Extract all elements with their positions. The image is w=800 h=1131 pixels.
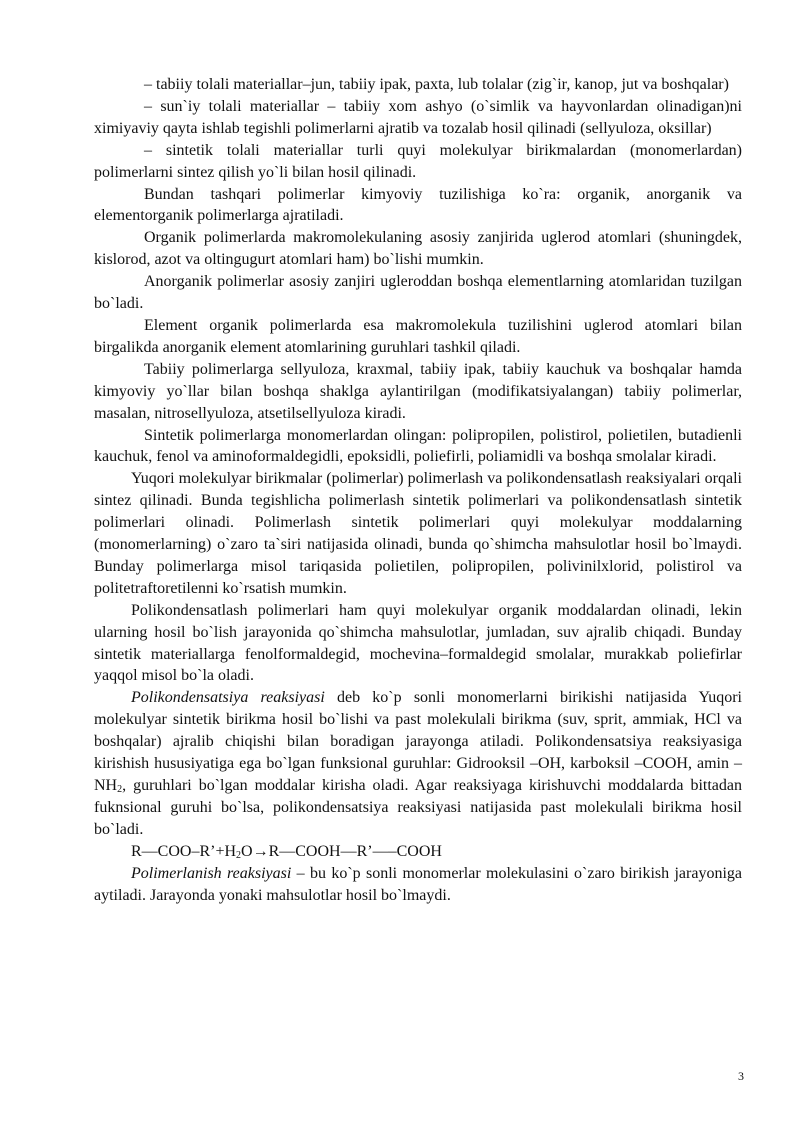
paragraph-natural-polymers: Tabiiy polimerlarga sellyuloza, kraxmal, tabiiy ipak, tabiiy kauchuk va boshqalar hamda kimyoviy yo`llar bilan boshqa shaklga aylantirilgan (modifikatsiyalangan) tabiiy polimerlar, masalan, nitrosellyuloza, atsetilsellyuloza kiradi. [94, 360, 742, 422]
term-polycondensation: Polikondensatsiya reaksiyasi [131, 689, 325, 707]
term-polymerization: Polimerlanish reaksiyasi [131, 864, 292, 882]
paragraph-elementorganic-polymers: Element organik polimerlarda esa makromolekula tuzilishini uglerod atomlari bilan birgalikda anorganik element atomlarining guruhlari tashkil qiladi. [94, 316, 742, 356]
paragraph-inorganic-polymers: Anorganik polimerlar asosiy zanjiri ugleroddan boshqa elementlarning atomlaridan tuzilgan bo`ladi. [94, 273, 742, 313]
paragraph-artificial-fibers: – sun`iy tolali materiallar – tabiiy xom ashyo (o`simlik va hayvonlardan olinadigan)ni ximiyaviy qayta ishlab tegishli polimerlarni ajratib va tozalab hosil qilinadi (sellyuloza, oksillar) [94, 97, 742, 137]
paragraph-text: deb ko`p sonli monomerlarni birikishi natijasida Yuqori molekulyar sintetik birikma hosil bo`lishi va past molekulali birikma (suv, sprit, ammiak, HCl va boshqalar) ajralib chiqishi bilan boradigan jarayonga atiladi. Polikondensatsiya reaksiyasiga kirishish hususiyatiga ega bo`lgan funksional guruhlar: Gidrooksil –OH, karboksil –COOH, amin –NH [94, 689, 743, 794]
paragraph-synthetic-fibers: – sintetik tolali materiallar turli quyi molekulyar birikmalardan (monomerlardan) polimerlarni sintez qilish yo`li bilan hosil qilinadi. [94, 141, 742, 181]
paragraph-chemical-structure: Bundan tashqari polimerlar kimyoviy tuzilishiga ko`ra: organik, anorganik va elementorganik polimerlarga ajratiladi. [94, 185, 742, 225]
paragraph-text: , guruhlari bo`lgan moddalar kirisha oladi. Agar reaksiyaga kirishuvchi moddalarda bittadan fuknsional guruhi bo`lsa, polikondensatsiya reaksiyasi natijasida past molekulali birikma hosil bo`ladi. [94, 777, 742, 838]
paragraph-natural-fibers: – tabiiy tolali materiallar–jun, tabiiy ipak, paxta, lub tolalar (zig`ir, kanop, jut va boshqalar) [144, 76, 729, 93]
paragraph-synthetic-polymers: Sintetik polimerlarga monomerlardan olingan: polipropilen, polistirol, polietilen, butadienli kauchuk, fenol va aminoformaldegidli, epoksidli, poliefirli, poliamidli va boshqa smolalar kiradi. [94, 426, 742, 466]
subscript: 2 [117, 784, 123, 795]
paragraph-polycondensation-polymers: Polikondensatlash polimerlari ham quyi molekulyar organik moddalardan olinadi, lekin ularning hosil bo`lish jarayonida qo`shimcha mahsulotlar, jumladan, suv ajralib chiqadi. Bunday sintetik materiallarga fenolformaldegid, mochevina–formaldegid smolalar, murakkab poliefirlar yaqqol misol bo`la oladi. [94, 601, 742, 685]
paragraph-polymerization-reaction [94, 863, 742, 907]
document-body [94, 74, 742, 906]
paragraph-organic-polymers: Organik polimerlarda makromolekulaning asosiy zanjirida uglerod atomlari (shuningdek, kislorod, azot va oltingugurt atomlari ham) bo`lishi mumkin. [94, 229, 742, 269]
formula-text: O→R—COOH—R’—–COOH [241, 842, 442, 860]
subscript: 2 [236, 849, 242, 861]
paragraph-synthesis-methods: Yuqori molekulyar birikmalar (polimerlar) polimerlash va polikondensatlash reaksiyalari orqali sintez qilinadi. Bunda tegishlicha polimerlash sintetik polimerlari va polikondensatlash sintetik polimerlari olinadi. Polimerlash sintetik polimerlari quyi molekulyar moddalarning (monomerlarning) o`zaro ta`siri natijasida olinadi, bunda qo`shimcha mahsulotlar hosil bo`lmaydi. Bunday polimerlarga misol tariqasida polietilen, polipropilen, polivinilxlorid, polistirol va politetraftoretilenni ko`rsatish mumkin. [94, 470, 742, 597]
paragraph-text: – bu ko`p sonli monomerlar molekulasini o`zaro birikish jarayoniga aytiladi. Jarayonda yonaki mahsulotlar hosil bo`lmaydi. [94, 864, 742, 904]
page-number: 3 [738, 1069, 744, 1083]
formula-text: R—COO–R’+H [131, 842, 237, 860]
paragraph-polycondensation-reaction [94, 687, 742, 840]
reaction-formula [94, 841, 742, 863]
